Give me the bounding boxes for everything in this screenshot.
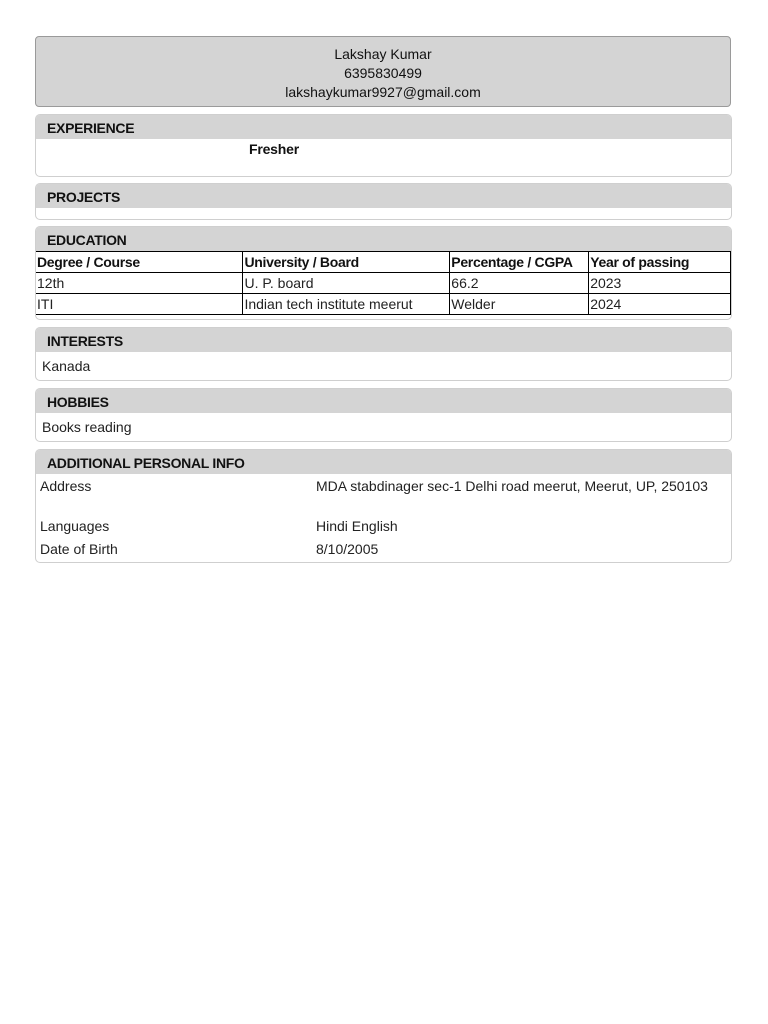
candidate-email: lakshaykumar9927@gmail.com — [285, 84, 481, 100]
degree-cell: ITI — [36, 294, 243, 315]
languages-label: Languages — [40, 518, 110, 534]
hobbies-value: Books reading — [42, 419, 132, 435]
year-cell: 2024 — [589, 294, 731, 315]
candidate-name: Lakshay Kumar — [334, 46, 432, 62]
experience-section — [35, 114, 732, 177]
resume-header — [35, 36, 731, 107]
experience-value: Fresher — [249, 141, 299, 157]
university-cell: U. P. board — [243, 273, 450, 294]
table-row — [36, 294, 731, 315]
percentage-cell: 66.2 — [450, 273, 589, 294]
additional-info-title: ADDITIONAL PERSONAL INFO — [36, 450, 731, 474]
percentage-cell: Welder — [450, 294, 589, 315]
info-row-dob — [36, 540, 731, 560]
education-header-row — [36, 252, 731, 273]
address-value: MDA stabdinager sec-1 Delhi road meerut, Meerut, UP, 250103 — [316, 478, 708, 494]
info-row-languages — [36, 517, 731, 540]
dob-value: 8/10/2005 — [316, 541, 379, 557]
additional-info-section — [35, 449, 732, 563]
column-header-university: University / Board — [243, 252, 450, 273]
candidate-phone: 6395830499 — [344, 65, 422, 81]
dob-label: Date of Birth — [40, 541, 118, 557]
column-header-percentage: Percentage / CGPA — [450, 252, 589, 273]
interests-section — [35, 327, 732, 381]
hobbies-section — [35, 388, 732, 442]
interests-title: INTERESTS — [36, 328, 731, 352]
column-header-degree: Degree / Course — [36, 252, 243, 273]
education-section — [35, 226, 732, 320]
education-table — [35, 251, 731, 315]
languages-value: Hindi English — [316, 518, 398, 534]
experience-title: EXPERIENCE — [36, 115, 731, 139]
column-header-year: Year of passing — [589, 252, 731, 273]
address-label: Address — [40, 478, 92, 494]
info-row-address — [36, 477, 731, 517]
year-cell: 2023 — [589, 273, 731, 294]
hobbies-title: HOBBIES — [36, 389, 731, 413]
interests-value: Kanada — [42, 358, 91, 374]
table-row — [36, 273, 731, 294]
projects-title: PROJECTS — [36, 184, 731, 208]
degree-cell: 12th — [36, 273, 243, 294]
university-cell: Indian tech institute meerut — [243, 294, 450, 315]
education-title: EDUCATION — [36, 227, 731, 251]
projects-section — [35, 183, 732, 220]
